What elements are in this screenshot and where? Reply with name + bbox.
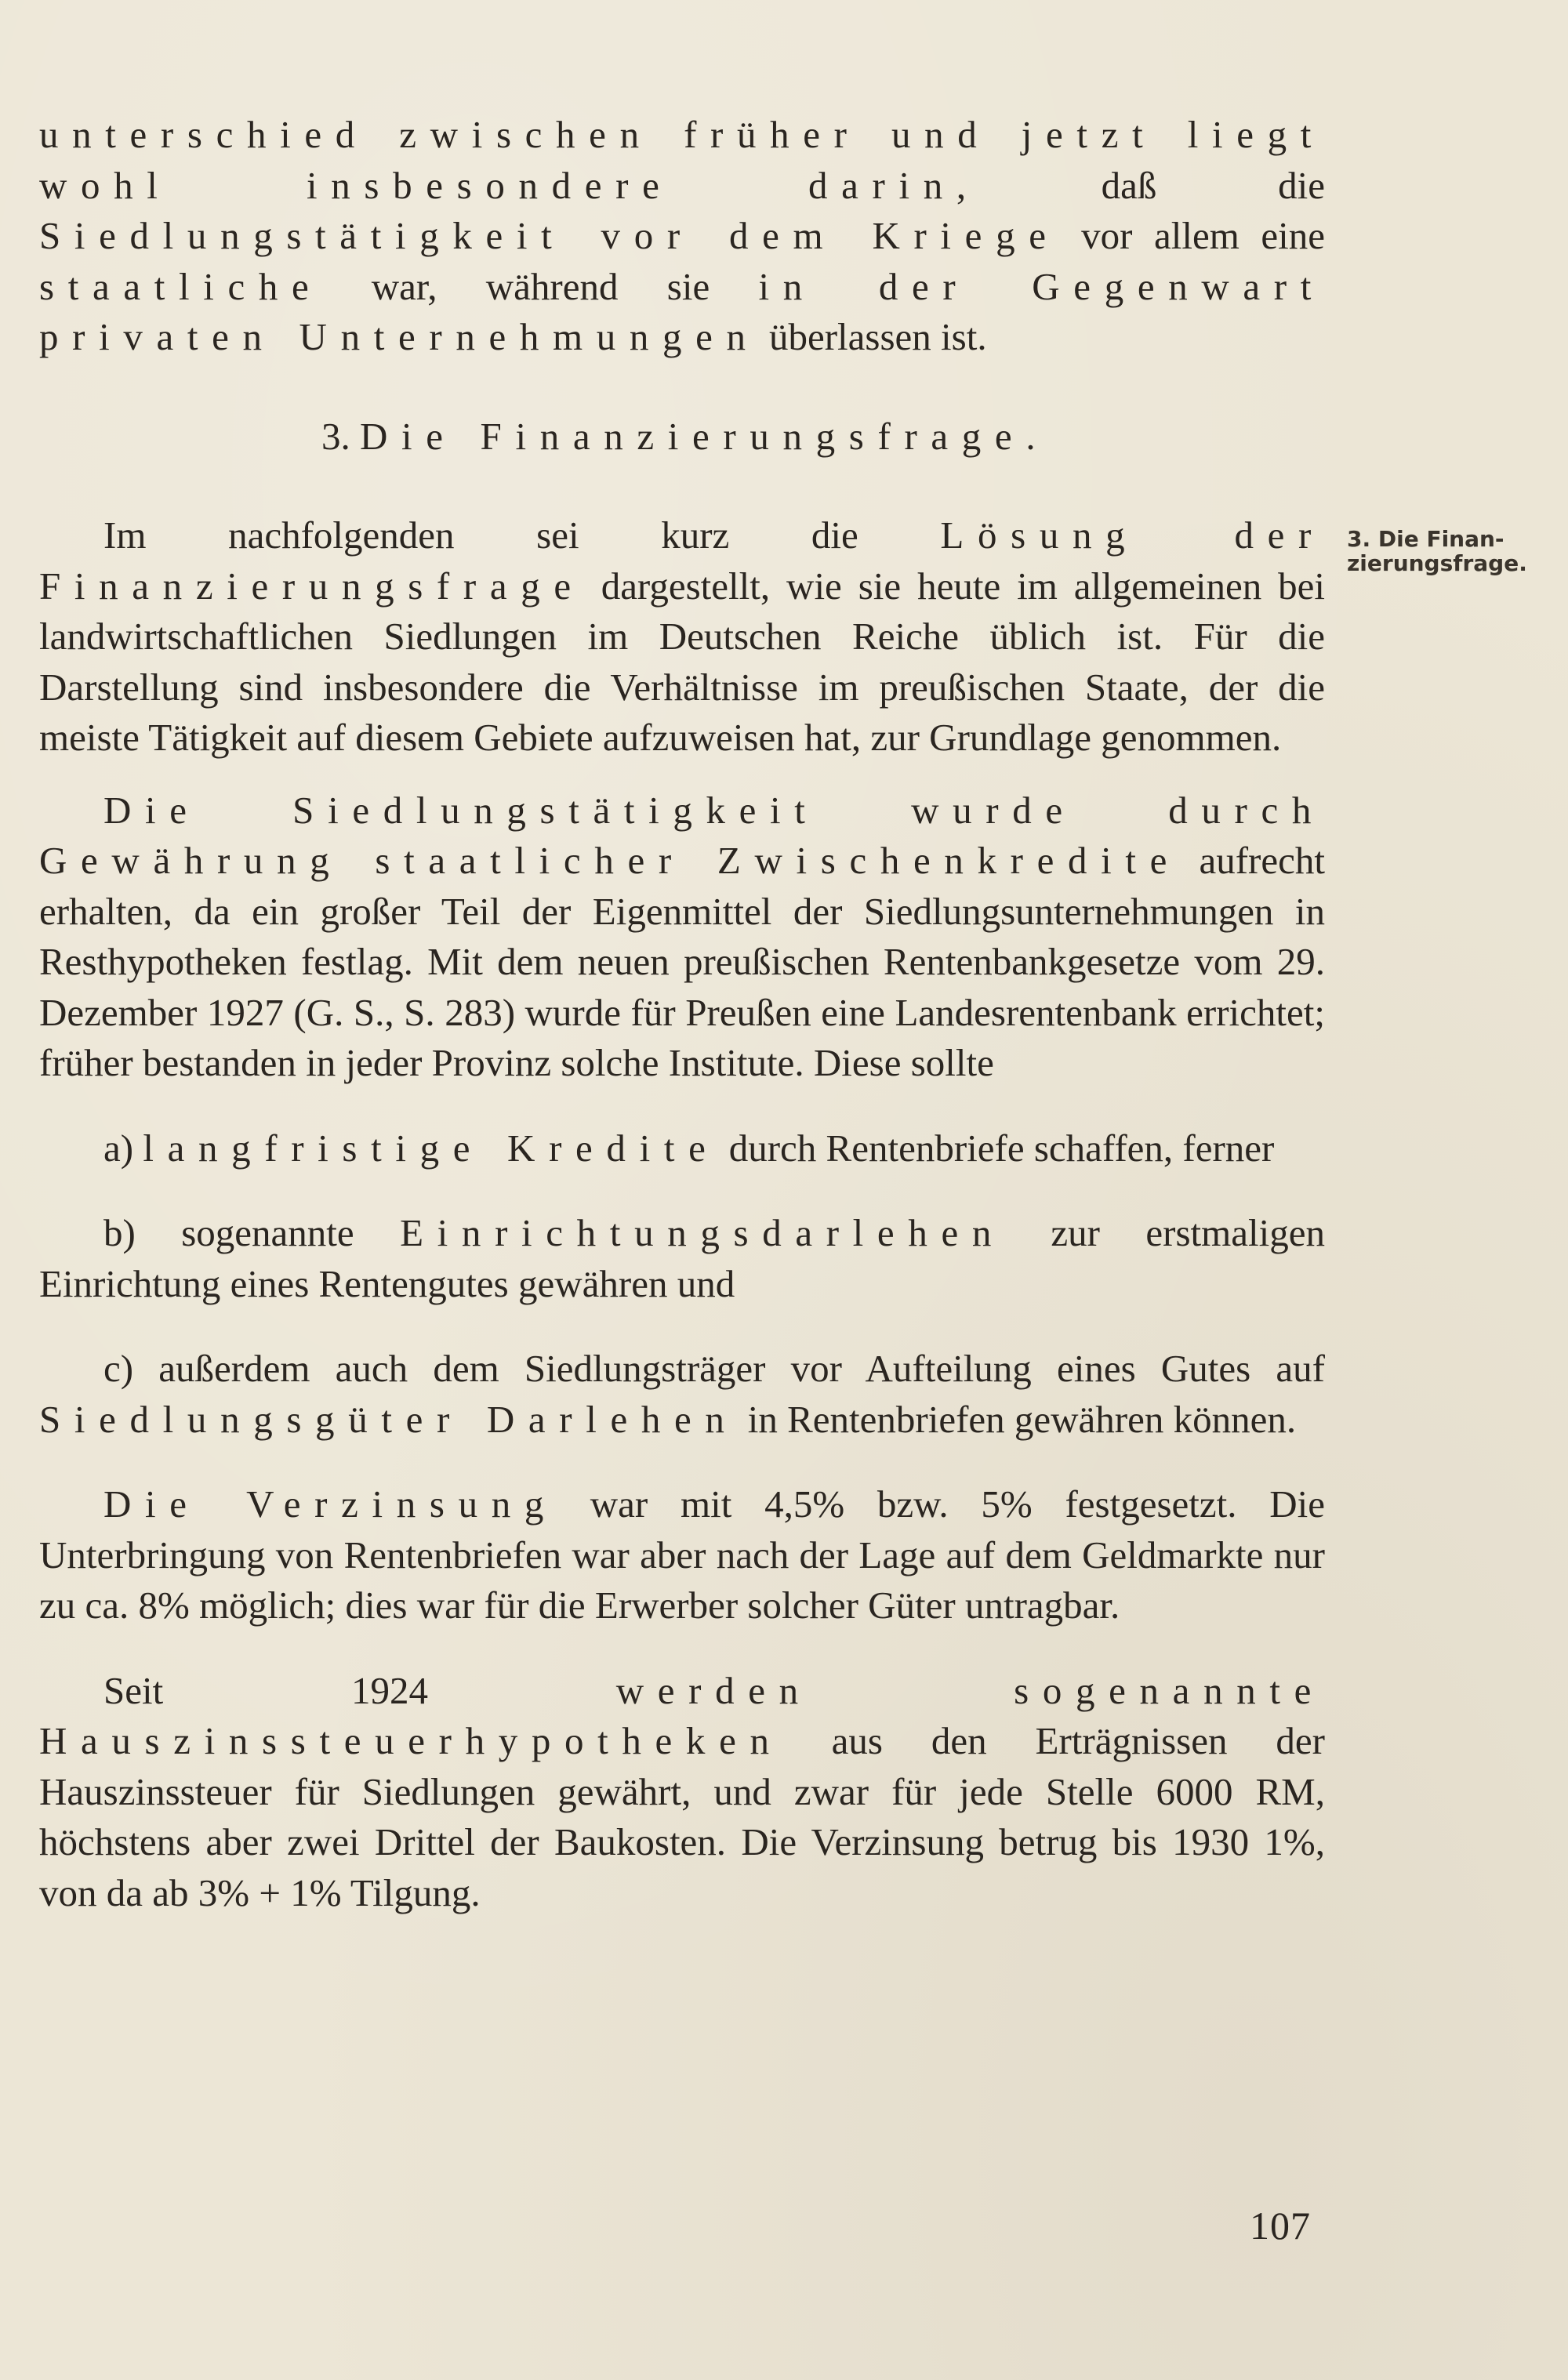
marginal-note-line: 3. Die Finan- bbox=[1347, 526, 1504, 552]
paragraph-2 bbox=[39, 510, 1325, 764]
text-run: a) bbox=[103, 1126, 143, 1170]
section-title: Die Finanzierungsfrage. bbox=[360, 414, 1050, 458]
text-run: Im nachfolgenden sei kurz die bbox=[103, 513, 941, 557]
list-item-c bbox=[39, 1344, 1325, 1445]
list-item-a bbox=[39, 1123, 1325, 1174]
paragraph-4 bbox=[39, 1479, 1325, 1631]
section-heading bbox=[39, 412, 1325, 463]
text-run: daß die bbox=[979, 163, 1325, 207]
section-number: 3. bbox=[321, 414, 360, 458]
marginal-note-line: zierungsfrage. bbox=[1347, 550, 1527, 576]
spaced-emphasis: in der Gegenwart privaten Unternehmungen bbox=[39, 264, 1325, 358]
spaced-emphasis: Die Siedlungstätigkeit wurde durch Gewährung staatlicher Zwischenkredite bbox=[39, 788, 1325, 882]
text-run: b) sogenannte bbox=[103, 1211, 401, 1254]
text-run: c) außerdem auch dem Siedlungsträger vor Aufteilung eines Gutes auf bbox=[103, 1347, 1325, 1390]
text-run: in Rentenbriefen gewähren können. bbox=[738, 1397, 1297, 1441]
text-run: aus den Erträgnissen der Hauszinssteuer für Siedlungen gewährt, und zwar für jede Stelle 6000 RM, höchstens aber zwei Drittel der Baukosten. Die Verzinsung betrug bis 1930 1%, von da ab 3% + 1% Tilgung. bbox=[39, 1719, 1325, 1914]
text-run: überlassen ist. bbox=[759, 315, 987, 358]
spaced-emphasis: Siedlungsgüter Darlehen bbox=[39, 1397, 739, 1441]
paragraph-1 bbox=[39, 110, 1325, 363]
text-run: dargestellt, wie sie heute im allgemeinen bei landwirtschaftlichen Siedlungen im Deutschen Reiche üblich ist. Für die Darstellung sind insbesondere die Verhältnisse im preußischen Staate, der die meiste Tätigkeit auf diesem Gebiete aufzuweisen hat, zur Grundlage genommen. bbox=[39, 564, 1325, 759]
paragraph-3 bbox=[39, 785, 1325, 1089]
spaced-emphasis: langfristige Kredite bbox=[143, 1126, 720, 1170]
spaced-emphasis: Einrichtungsdarlehen bbox=[400, 1211, 1005, 1254]
spaced-emphasis: staatliche bbox=[39, 264, 323, 308]
text-run: war mit 4,5% bzw. 5% festgesetzt. Die Unterbringung von Rentenbriefen war aber nach der Lage auf dem Geldmarkte nur zu ca. 8% möglich; dies war für die Erwerber solcher Güter untragbar. bbox=[39, 1482, 1325, 1627]
list-item-b bbox=[39, 1208, 1325, 1309]
text-run: durch Rentenbriefe schaffen, ferner bbox=[719, 1126, 1275, 1170]
marginal-note bbox=[1347, 527, 1566, 575]
spaced-emphasis: Die Verzinsung bbox=[103, 1482, 558, 1526]
text-run: Seit 1924 bbox=[103, 1668, 616, 1712]
page-number: 107 bbox=[1250, 2204, 1311, 2248]
spaced-emphasis: werden sogenannte Hauszinssteuerhypotheken bbox=[39, 1668, 1325, 1762]
spaced-emphasis: unterschied zwischen früher und jetzt liegt wohl insbesondere darin, bbox=[39, 113, 1325, 207]
text-run: zur erstmaligen Einrichtung eines Rentengutes gewähren und bbox=[39, 1211, 1326, 1305]
text-run: aufrecht erhalten, da ein großer Teil der Eigenmittel der Siedlungsunternehmungen in Resthypotheken festlag. Mit dem neuen preußischen Rentenbankgesetze vom 29. Dezember 1927 (G. S., S. 283) wurde für Preußen eine Landesrentenbank errichtet; früher bestanden in jeder Provinz solche Institute. Diese sollte bbox=[39, 839, 1325, 1084]
spaced-emphasis: Lösung der Finanzierungsfrage bbox=[39, 513, 1326, 608]
spaced-emphasis: Siedlungstätigkeit vor dem Kriege bbox=[39, 214, 1060, 257]
paragraph-5 bbox=[39, 1666, 1325, 1919]
body-text bbox=[39, 110, 1325, 1918]
text-run: vor allem eine bbox=[1059, 214, 1325, 257]
text-run: war, während sie bbox=[322, 264, 759, 308]
